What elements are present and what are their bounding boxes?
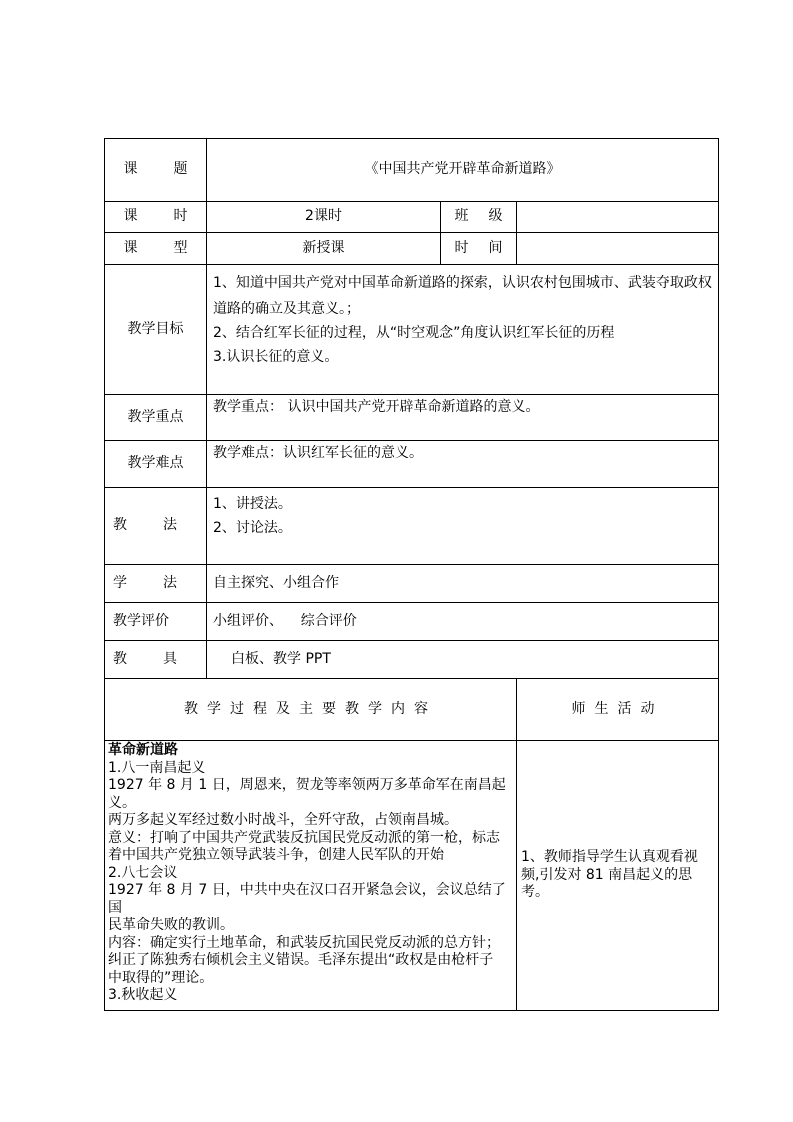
goals-label: 教学目标 — [105, 265, 207, 395]
activity-line-1: 1、教师指导学生认真观看视 — [521, 849, 698, 866]
method-row — [105, 488, 719, 565]
class-label: 班 级 — [441, 202, 517, 233]
evaluation-row — [105, 603, 719, 641]
key-point-label: 教学重点 — [105, 395, 207, 441]
process-line: 两万多起义军经过数小时战斗，全歼守敌，占领南昌城。 — [108, 812, 458, 828]
difficulty-row — [105, 441, 719, 488]
tools-value: 白板、教学 PPT — [207, 641, 719, 679]
topic-label: 课 题 — [105, 139, 207, 202]
goal-line-3: 2、结合红军长征的过程，从“时空观念”角度认识红军长征的历程 — [213, 325, 615, 341]
process-line: 2.八七会议 — [108, 864, 178, 881]
evaluation-label: 教学评价 — [105, 603, 207, 641]
time-value — [517, 233, 719, 265]
process-content — [105, 741, 517, 1011]
tools-row — [105, 641, 719, 679]
tools-label: 教 具 — [105, 641, 207, 679]
topic-row — [105, 139, 719, 202]
method-content — [207, 488, 719, 565]
goal-line-2: 道路的确立及其意义。； — [213, 301, 360, 317]
method-line-2: 2、讨论法。 — [213, 520, 292, 536]
process-line: 内容：确定实行土地革命，和武装反抗国民党反动派的总方针； — [108, 934, 500, 951]
type-label: 课 型 — [105, 233, 207, 265]
process-header: 教学过程及主要教学内容 — [105, 679, 517, 741]
goals-row — [105, 265, 719, 395]
process-line: 1927 年 8 月 1 日，周恩来，贺龙等率领两万多革命军在南昌起义。 — [108, 777, 506, 811]
process-content-row — [105, 741, 719, 1011]
process-line: 纠正了陈独秀右倾机会主义错误。毛泽东提出“政权是由枪杆子 — [108, 952, 494, 968]
activity-content — [517, 741, 719, 1011]
difficulty-value: 教学难点：认识红军长征的意义。 — [207, 441, 719, 488]
key-point-row — [105, 395, 719, 441]
time-label: 时 间 — [441, 233, 517, 265]
difficulty-label: 教学难点 — [105, 441, 207, 488]
learning-row — [105, 565, 719, 603]
goal-line-1: 1、知道中国共产党对中国革命新道路的探索，认识农村包围城市、武装夺取政权 — [213, 275, 712, 291]
key-point-value: 教学重点： 认识中国共产党开辟革命新道路的意义。 — [207, 395, 719, 441]
goals-content — [207, 265, 719, 395]
activity-line-2: 频,引发对 81 南昌起义的思考。 — [521, 866, 693, 901]
method-line-1: 1、讲授法。 — [213, 496, 292, 512]
class-value — [517, 202, 719, 233]
process-line: 中取得的”理论。 — [108, 969, 214, 986]
process-line: 着中国共产党独立领导武装斗争，创建人民军队的开始 — [108, 847, 444, 863]
learning-value: 自主探究、小组合作 — [207, 565, 719, 603]
hours-row — [105, 202, 719, 233]
activity-header: 师生活动 — [517, 679, 719, 741]
process-title: 革命新道路 — [108, 742, 178, 758]
learning-label: 学 法 — [105, 565, 207, 603]
goal-line-4: 3.认识长征的意义。 — [213, 349, 339, 365]
hours-label: 课 时 — [105, 202, 207, 233]
method-label: 教 法 — [105, 488, 207, 565]
process-line: 3.秋收起义 — [108, 987, 178, 1003]
evaluation-value: 小组评价、 综合评价 — [207, 603, 719, 641]
process-line: 1.八一南昌起义 — [108, 759, 206, 776]
type-value: 新授课 — [207, 233, 441, 265]
process-line: 1927 年 8 月 7 日，中共中央在汉口召开紧急会议，会议总结了国 — [108, 882, 506, 916]
type-row — [105, 233, 719, 265]
process-header-row — [105, 679, 719, 741]
process-line: 民革命失败的教训。 — [108, 917, 234, 933]
topic-value: 《中国共产党开辟革命新道路》 — [207, 139, 719, 202]
process-line: 意义：打响了中国共产党武装反抗国民党反动派的第一枪，标志 — [108, 829, 500, 846]
lesson-plan-table — [104, 138, 719, 1011]
hours-value: 2课时 — [207, 202, 441, 233]
